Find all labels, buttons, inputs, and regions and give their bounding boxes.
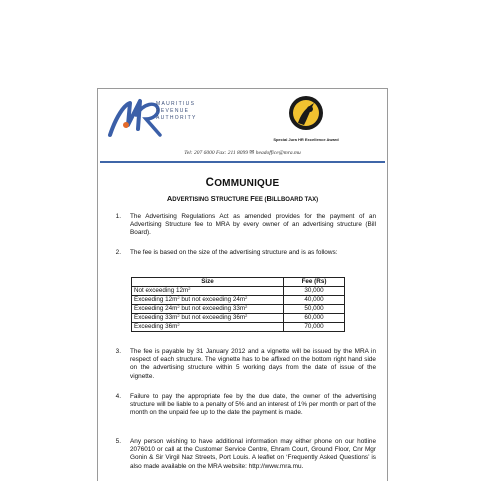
paragraph-5 xyxy=(116,438,376,481)
header-divider xyxy=(100,161,385,163)
fee-cell: 50,000 xyxy=(284,305,345,314)
subtitle-part: DVERTISING xyxy=(172,197,211,203)
subtitle-part: B xyxy=(266,194,272,203)
paragraph-4 xyxy=(116,393,376,429)
superscript: 2 xyxy=(188,286,191,291)
subtitle-part: S xyxy=(210,194,216,203)
page-subtitle xyxy=(98,194,387,203)
column-header-size: Size xyxy=(132,278,284,287)
title-initial: C xyxy=(205,177,215,189)
size-text: but not exceeding 33m xyxy=(179,305,246,312)
size-text: Exceeding 33m xyxy=(134,314,178,321)
fee-cell: 70,000 xyxy=(284,323,345,332)
subtitle-part: ILLBOARD TAX) xyxy=(271,197,319,203)
size-text: Exceeding 36m xyxy=(134,323,178,330)
paragraph-text: The fee is based on the size of the advertising structure and is as follows: xyxy=(130,249,338,256)
paragraph-text: The Advertising Regulations Act as amended provides for the payment of an Advertising Structure fee to MRA by every owner of an advertising structure (Bill Board). xyxy=(130,213,376,237)
superscript: 2 xyxy=(177,295,180,300)
size-text: Exceeding 12m xyxy=(134,296,178,303)
table-row xyxy=(132,296,345,305)
subtitle-part: TRUCTURE xyxy=(215,197,251,203)
subtitle-part: A xyxy=(166,194,173,203)
superscript: 2 xyxy=(177,322,180,327)
page-title xyxy=(98,177,387,189)
table-row xyxy=(132,323,345,332)
column-header-fee: Fee (Rs) xyxy=(284,278,345,287)
size-cell xyxy=(132,296,284,305)
size-text: but not exceeding 24m xyxy=(179,296,246,303)
fee-table xyxy=(131,277,345,332)
subtitle-part: EE ( xyxy=(254,197,267,203)
table-header-row xyxy=(132,278,345,287)
logo-line: AUTHORITY xyxy=(156,115,197,121)
paragraph-3 xyxy=(116,348,376,384)
fee-cell: 40,000 xyxy=(284,296,345,305)
paragraph-number: 5. xyxy=(115,438,121,445)
paragraph-number: 1. xyxy=(115,213,121,220)
paragraph-text: Failure to pay the appropriate fee by the due date, the owner of the advertising structure will be liable to a penalty of 5% and an interest of 1% per month or part of the month on the unpaid fee up to the date the payment is made. xyxy=(130,393,376,417)
paragraph-text: Any person wishing to have additional information may either phone on our hotline 2076010 or call at the Customer Service Centre, Ehram Court, Ground Floor, Cnr Mgr Gonin & Sir Virgil Naz Streets, Port Louis. A leaflet on ‘Frequently Asked Questions’ is also made available on the MRA website: http://www.mra.mu. xyxy=(130,438,376,470)
fee-cell: 30,000 xyxy=(284,287,345,296)
title-rest: OMMUNIQUE xyxy=(214,178,280,189)
contact-line xyxy=(98,149,387,156)
table-row xyxy=(132,314,345,323)
award-emblem xyxy=(258,93,354,145)
document-page xyxy=(97,88,388,481)
superscript: 2 xyxy=(245,295,248,300)
award-caption: Special Jura HR Excellence Award xyxy=(273,137,339,142)
table-row xyxy=(132,305,345,314)
size-cell xyxy=(132,323,284,332)
contact-phone-fax: Tel: 207 6000 Fax: 211 8099 xyxy=(184,150,248,156)
paragraph-number: 4. xyxy=(115,393,121,400)
paragraph-1 xyxy=(116,213,376,241)
size-cell xyxy=(132,305,284,314)
fee-cell: 60,000 xyxy=(284,314,345,323)
superscript: 2 xyxy=(245,313,248,318)
size-text: but not exceeding 36m xyxy=(179,314,246,321)
logo-line: MAURITIUS xyxy=(156,101,196,107)
logo-line: REVENUE xyxy=(156,108,190,114)
paragraph-2 xyxy=(116,249,376,267)
size-text: Exceeding 24m xyxy=(134,305,178,312)
table-row xyxy=(132,287,345,296)
logo-text xyxy=(156,101,197,122)
size-cell xyxy=(132,314,284,323)
contact-email[interactable]: headoffice@mra.mu xyxy=(255,150,301,156)
size-cell xyxy=(132,287,284,296)
size-text: Not exceeding 12m xyxy=(134,287,189,294)
award-icon xyxy=(286,93,326,135)
superscript: 2 xyxy=(177,304,180,309)
subtitle-part: F xyxy=(250,194,255,203)
superscript: 2 xyxy=(245,304,248,309)
paragraph-text: The fee is payable by 31 January 2012 and a vignette will be issued by the MRA in respect of each structure. The vignette has to be affixed on the bottom right hand side on the advertising structure within 5 working days from the date of issue of the vignette. xyxy=(130,348,376,380)
superscript: 2 xyxy=(177,313,180,318)
paragraph-number: 2. xyxy=(115,249,121,256)
envelope-icon: ✉ xyxy=(249,150,255,156)
paragraph-number: 3. xyxy=(115,348,121,355)
